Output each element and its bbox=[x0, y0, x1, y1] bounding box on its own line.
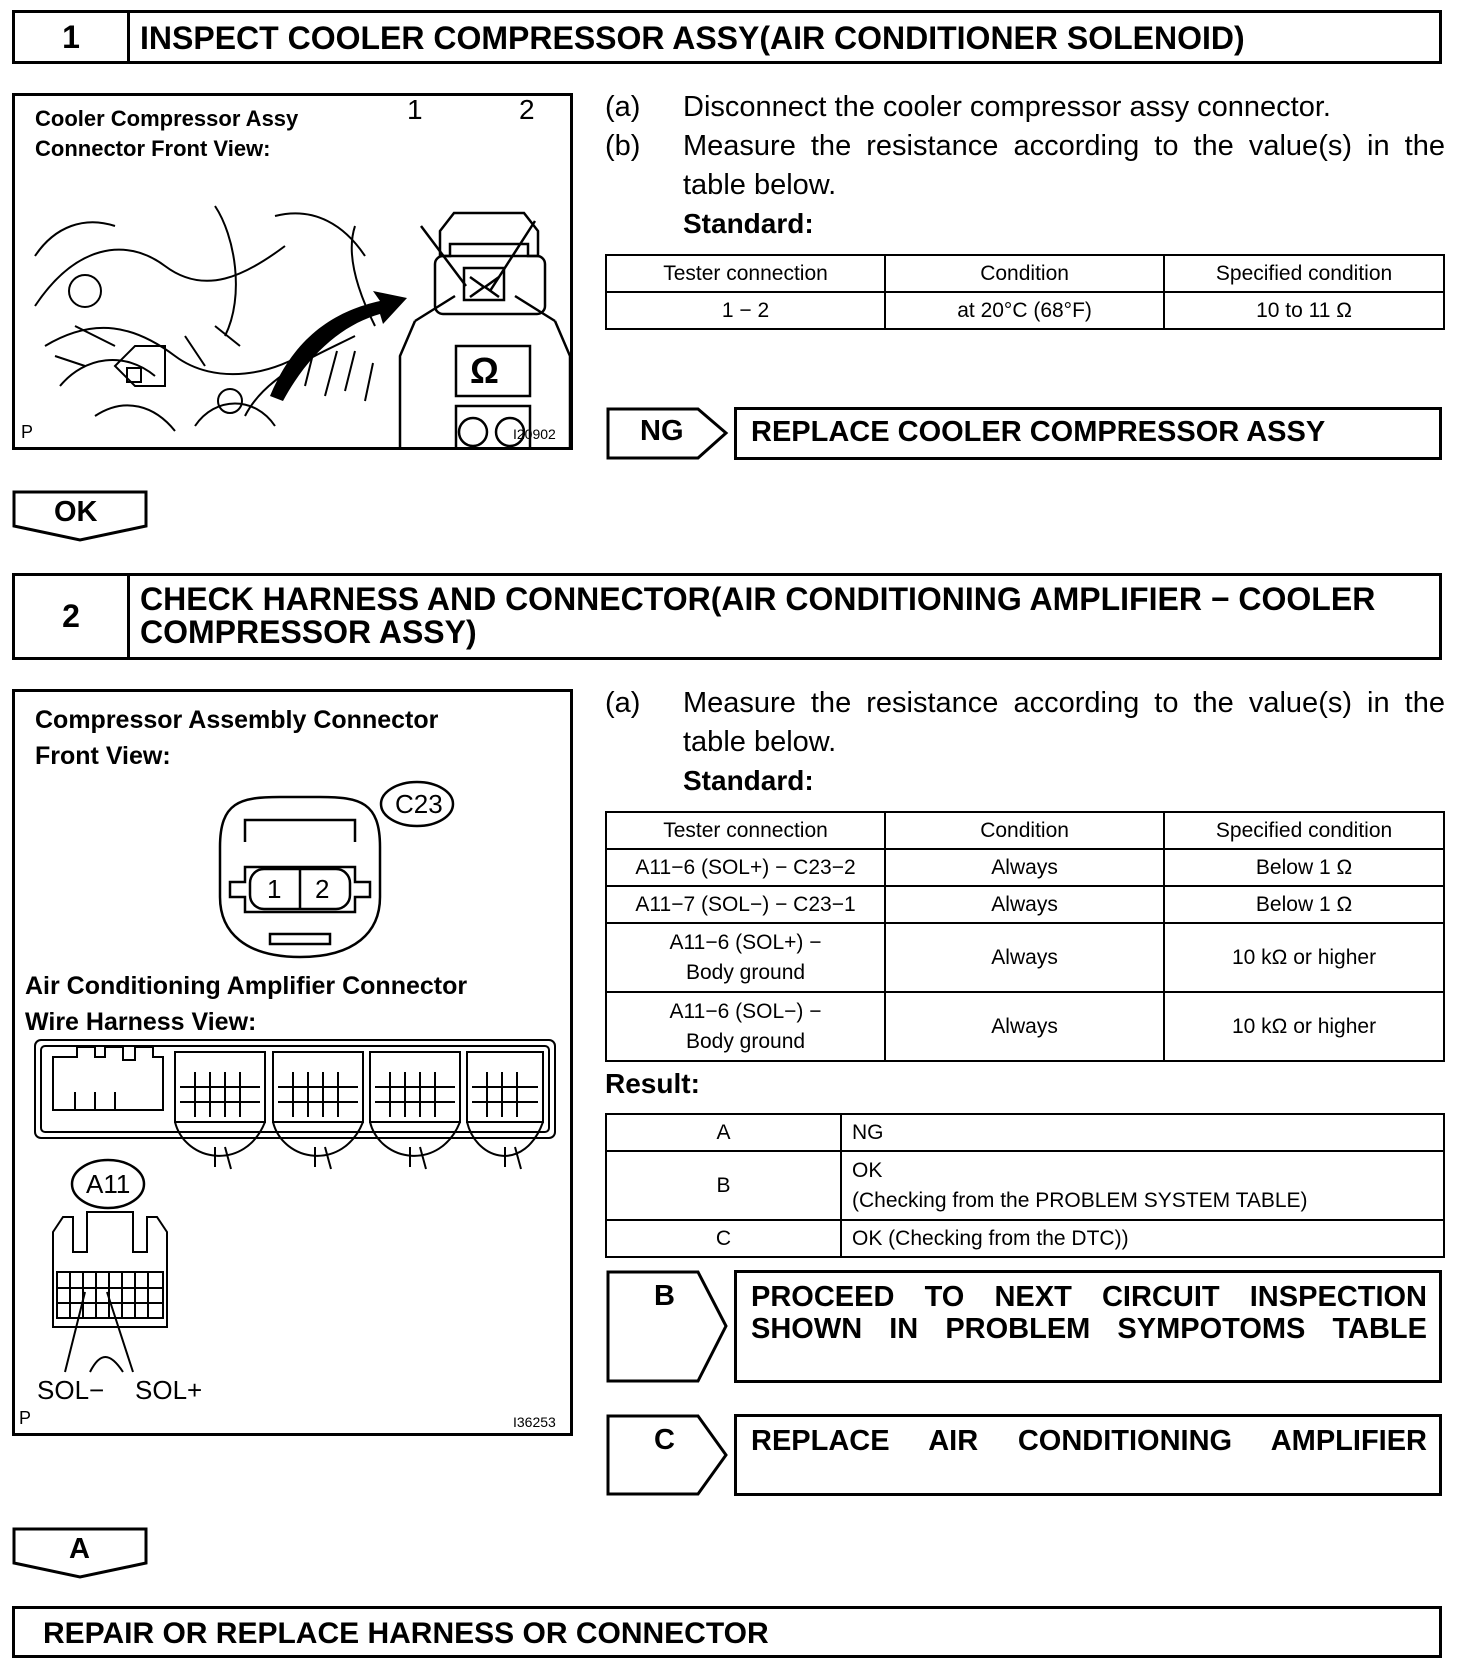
branch-b-label: B bbox=[654, 1280, 675, 1312]
table-cell: A11−7 (SOL−) − C23−1 bbox=[606, 886, 885, 923]
action-line: PROCEED TO NEXT CIRCUIT INSPECTION bbox=[751, 1281, 1427, 1313]
final-action-text: REPAIR OR REPLACE HARNESS OR CONNECTOR bbox=[43, 1617, 769, 1650]
connector-pin1: 1 bbox=[267, 874, 282, 904]
step1-header bbox=[12, 10, 1442, 64]
ok-branch-tag bbox=[12, 490, 150, 542]
action-line: REPLACE AIR CONDITIONING AMPLIFIER bbox=[751, 1425, 1427, 1457]
branch-c-tag bbox=[606, 1414, 730, 1496]
result-line: (Checking from the PROBLEM SYSTEM TABLE) bbox=[852, 1188, 1308, 1212]
pin1-label: 1 bbox=[407, 94, 423, 125]
connector-diagram bbox=[15, 692, 573, 1436]
figure2-corner-mark: P bbox=[19, 1408, 32, 1428]
step1-title: INSPECT COOLER COMPRESSOR ASSY(AIR CONDITIONER SOLENOID) bbox=[140, 20, 1245, 56]
connector-pin2: 2 bbox=[315, 874, 330, 904]
step1-figure bbox=[12, 93, 573, 450]
sol-plus-label: SOL+ bbox=[135, 1375, 203, 1405]
step2-header bbox=[12, 573, 1442, 660]
table-cell: Always bbox=[885, 923, 1164, 992]
table-cell bbox=[606, 923, 885, 992]
c23-label: C23 bbox=[395, 789, 443, 819]
action-line: SHOWN IN PROBLEM SYMPOTOMS TABLE bbox=[751, 1313, 1427, 1345]
figure2-caption1-line1: Compressor Assembly Connector bbox=[35, 706, 439, 734]
instruction-tag: (a) bbox=[605, 687, 641, 719]
ng-label: NG bbox=[640, 415, 684, 447]
a11-label: A11 bbox=[86, 1169, 131, 1199]
table-cell bbox=[606, 992, 885, 1061]
pin2-label: 2 bbox=[519, 94, 535, 125]
table-header: Condition bbox=[885, 255, 1164, 292]
result-code: C bbox=[606, 1220, 841, 1257]
figure1-code: I20902 bbox=[513, 426, 556, 442]
step2-figure bbox=[12, 689, 573, 1436]
table-cell: 1 − 2 bbox=[606, 292, 885, 329]
table-cell: Below 1 Ω bbox=[1164, 886, 1444, 923]
step1-instruction-a bbox=[605, 88, 1445, 128]
table-cell: Always bbox=[885, 849, 1164, 886]
figure2-caption1-line2: Front View: bbox=[35, 742, 171, 770]
figure2-caption2-line2: Wire Harness View: bbox=[25, 1008, 257, 1036]
result-text: OK (Checking from the DTC)) bbox=[841, 1220, 1444, 1257]
branch-b-tag bbox=[606, 1270, 730, 1383]
ohmmeter-icon: Ω bbox=[470, 350, 499, 391]
table-header: Condition bbox=[885, 812, 1164, 849]
table-header: Specified condition bbox=[1164, 255, 1444, 292]
instruction-tag: (b) bbox=[605, 130, 641, 162]
result-table bbox=[605, 1113, 1445, 1258]
instruction-tag: (a) bbox=[605, 91, 641, 123]
step2-number: 2 bbox=[15, 576, 130, 657]
table-cell: Always bbox=[885, 886, 1164, 923]
ok-label: OK bbox=[54, 496, 98, 528]
step1-standard-table bbox=[605, 254, 1445, 330]
branch-a-label: A bbox=[69, 1533, 90, 1565]
result-text bbox=[841, 1151, 1444, 1220]
branch-c-label: C bbox=[654, 1424, 675, 1456]
step1-instruction-b bbox=[605, 127, 1445, 207]
step1-number: 1 bbox=[15, 13, 130, 61]
table-header: Specified condition bbox=[1164, 812, 1444, 849]
ng-action-box: REPLACE COOLER COMPRESSOR ASSY bbox=[734, 407, 1442, 460]
instruction-text: Disconnect the cooler compressor assy connector. bbox=[683, 91, 1331, 123]
cell-line: Body ground bbox=[685, 1029, 806, 1053]
table-header: Tester connection bbox=[606, 255, 885, 292]
result-code: A bbox=[606, 1114, 841, 1151]
result-line: OK bbox=[852, 1158, 883, 1182]
table-cell: at 20°C (68°F) bbox=[885, 292, 1164, 329]
step2-title-line1: CHECK HARNESS AND CONNECTOR(AIR CONDITIONING AMPLIFIER − COOLER bbox=[140, 581, 1376, 617]
table-cell: A11−6 (SOL+) − C23−2 bbox=[606, 849, 885, 886]
final-action-box bbox=[12, 1606, 1442, 1658]
cell-line: A11−6 (SOL−) − bbox=[669, 999, 822, 1023]
cell-line: A11−6 (SOL+) − bbox=[669, 930, 822, 954]
table-cell: Always bbox=[885, 992, 1164, 1061]
table-header: Tester connection bbox=[606, 812, 885, 849]
branch-b-action-box bbox=[734, 1270, 1442, 1383]
figure2-code: I36253 bbox=[513, 1414, 556, 1430]
table-cell: 10 kΩ or higher bbox=[1164, 923, 1444, 992]
ng-branch-tag bbox=[606, 407, 730, 460]
result-text: NG bbox=[841, 1114, 1444, 1151]
figure2-caption2-line1: Air Conditioning Amplifier Connector bbox=[25, 972, 468, 1000]
instruction-text: Measure the resistance according to the value(s) in the table below. bbox=[683, 687, 1445, 758]
step1-standard-label: Standard: bbox=[683, 208, 814, 239]
step2-standard-label: Standard: bbox=[683, 765, 814, 796]
instruction-text: Measure the resistance according to the value(s) in the table below. bbox=[683, 130, 1445, 201]
branch-c-action-box bbox=[734, 1414, 1442, 1496]
table-cell: 10 to 11 Ω bbox=[1164, 292, 1444, 329]
result-code: B bbox=[606, 1151, 841, 1220]
table-cell: Below 1 Ω bbox=[1164, 849, 1444, 886]
step2-standard-table bbox=[605, 811, 1445, 1062]
figure1-caption-line1: Cooler Compressor Assy bbox=[35, 106, 299, 131]
figure1-caption-line2: Connector Front View: bbox=[35, 136, 271, 161]
table-cell: 10 kΩ or higher bbox=[1164, 992, 1444, 1061]
cell-line: Body ground bbox=[685, 960, 806, 984]
step2-instruction-a bbox=[605, 684, 1445, 764]
sol-minus-label: SOL− bbox=[37, 1375, 105, 1405]
result-label: Result: bbox=[605, 1068, 700, 1099]
figure1-corner-mark: P bbox=[21, 422, 34, 442]
branch-a-tag bbox=[12, 1527, 150, 1579]
step2-title-line2: COMPRESSOR ASSY) bbox=[140, 614, 477, 650]
